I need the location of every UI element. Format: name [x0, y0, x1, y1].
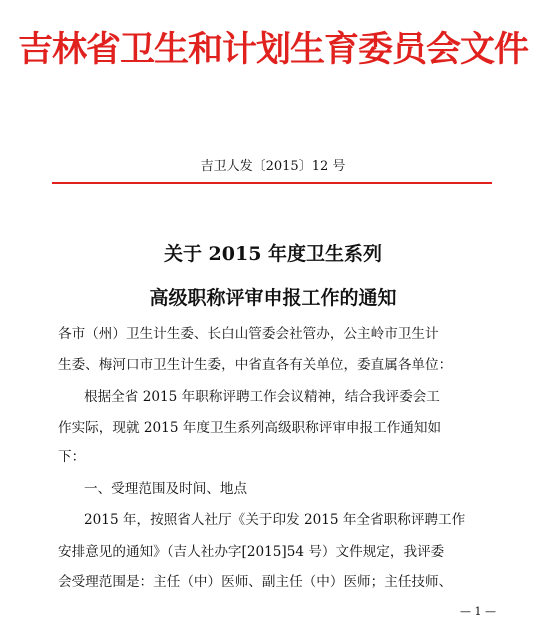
- red-divider-line: [52, 182, 492, 184]
- paragraph-2-line-1: 2015 年，按照省人社厅《关于印发 2015 年全省职称评聘工作: [84, 512, 466, 528]
- section-1-heading: 一、受理范围及时间、地点: [84, 481, 248, 497]
- paragraph-1-line-3: 下：: [58, 449, 86, 465]
- recipients-line-2: 生委、梅河口市卫生计生委，中省直各有关单位，委直属各单位：: [58, 357, 453, 373]
- paragraph-2-line-3: 会受理范围是：主任（中）医师、副主任（中）医师；主任技师、: [58, 574, 453, 590]
- recipients-line-1: 各市（州）卫生计生委、长白山管委会社管办，公主岭市卫生计: [58, 326, 439, 342]
- title-line-1: 关于 2015 年度卫生系列: [163, 243, 383, 265]
- paragraph-1-line-2: 作实际，现就 2015 年度卫生系列高级职称评审申报工作通知如: [58, 420, 442, 436]
- title-line-2: 高级职称评审申报工作的通知: [149, 287, 397, 309]
- paragraph-1-line-1: 根据全省 2015 年职称评聘工作会议精神，结合我评委会工: [84, 389, 440, 405]
- paragraph-2-line-2: 安排意见的通知》（吉人社办字[2015]54 号）文件规定，我评委: [58, 544, 445, 560]
- page-number: — 1 —: [460, 605, 496, 618]
- document-number: 吉卫人发〔2015〕12 号: [200, 159, 346, 174]
- issuer-header: 吉林省卫生和计划生育委员会文件: [17, 29, 528, 70]
